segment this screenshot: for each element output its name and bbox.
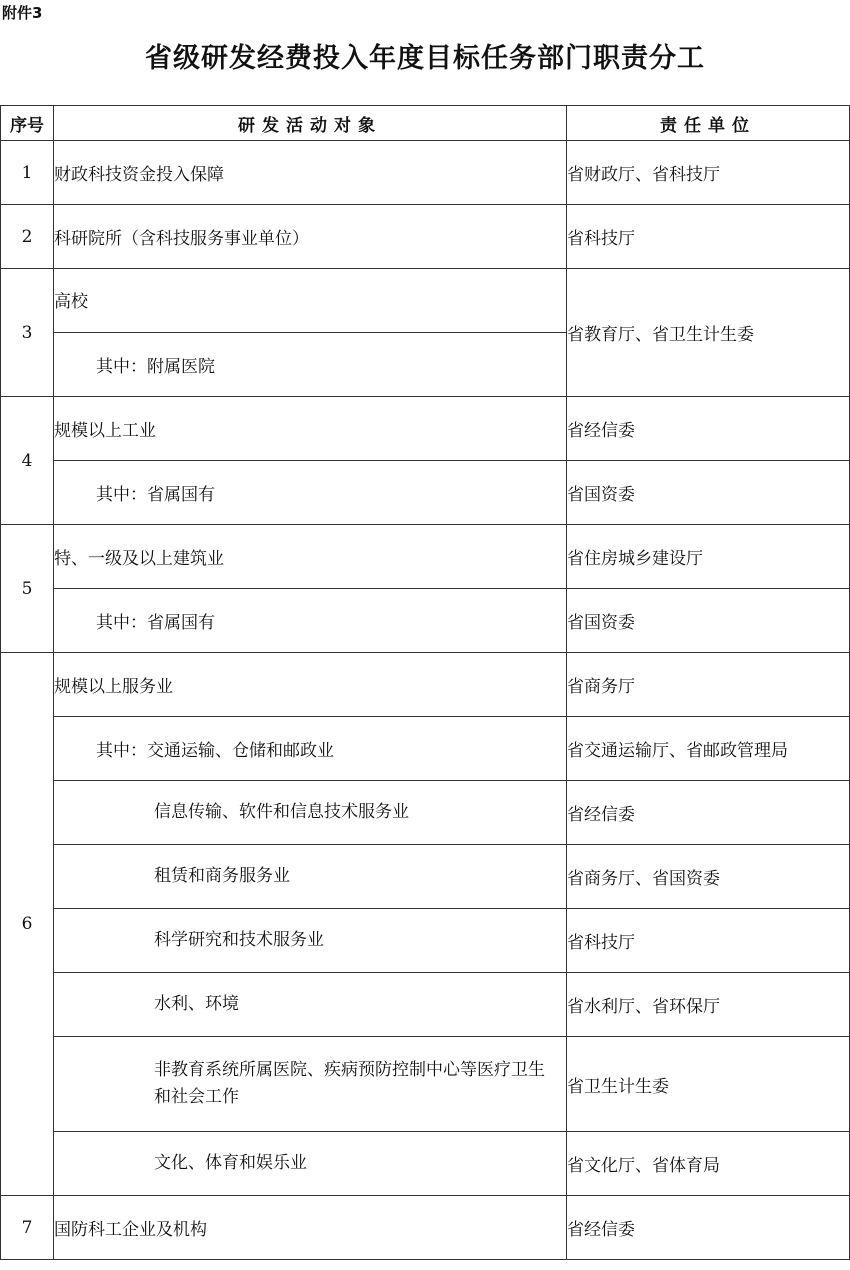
row-object: 财政科技资金投入保障 — [54, 141, 567, 205]
row-object: 水利、环境 — [54, 973, 567, 1037]
row-unit: 省经信委 — [567, 397, 850, 461]
row-unit: 省科技厅 — [567, 205, 850, 269]
row-unit: 省卫生计生委 — [567, 1037, 850, 1132]
row-unit: 省住房城乡建设厅 — [567, 525, 850, 589]
row-object: 高校 — [54, 269, 567, 333]
row-seq: 7 — [1, 1196, 54, 1260]
row-unit: 省经信委 — [567, 781, 850, 845]
row-object: 非教育系统所属医院、疾病预防控制中心等医疗卫生和社会工作 — [54, 1037, 567, 1132]
row-unit: 省水利厅、省环保厅 — [567, 973, 850, 1037]
row-unit: 省国资委 — [567, 589, 850, 653]
table-row — [1, 589, 850, 653]
row-object: 科研院所（含科技服务事业单位） — [54, 205, 567, 269]
row-object: 其中：附属医院 — [54, 333, 567, 397]
table-row — [1, 973, 850, 1037]
page-title: 省级研发经费投入年度目标任务部门职责分工 — [145, 43, 705, 74]
header-seq: 序号 — [1, 106, 54, 141]
table-row — [1, 653, 850, 717]
table-row — [1, 1132, 850, 1196]
row-object: 特、一级及以上建筑业 — [54, 525, 567, 589]
table-header-row — [1, 106, 850, 141]
row-object: 信息传输、软件和信息技术服务业 — [54, 781, 567, 845]
table-row — [1, 717, 850, 781]
row-seq: 4 — [1, 397, 54, 525]
row-object: 其中：省属国有 — [54, 589, 567, 653]
header-object: 研发活动对象 — [54, 106, 567, 141]
table-row — [1, 1037, 850, 1132]
row-seq: 1 — [1, 141, 54, 205]
row-unit: 省交通运输厅、省邮政管理局 — [567, 717, 850, 781]
row-unit: 省商务厅、省国资委 — [567, 845, 850, 909]
row-seq: 2 — [1, 205, 54, 269]
row-object: 国防科工企业及机构 — [54, 1196, 567, 1260]
row-unit: 省财政厅、省科技厅 — [567, 141, 850, 205]
table-row — [1, 397, 850, 461]
table-row — [1, 909, 850, 973]
table-row — [1, 269, 850, 333]
row-unit: 省国资委 — [567, 461, 850, 525]
row-unit: 省商务厅 — [567, 653, 850, 717]
table-row — [1, 461, 850, 525]
row-object: 其中：省属国有 — [54, 461, 567, 525]
attachment-label: 附件3 — [2, 4, 43, 22]
header-unit: 责任单位 — [567, 106, 850, 141]
table-row — [1, 525, 850, 589]
row-unit: 省文化厅、省体育局 — [567, 1132, 850, 1196]
row-seq: 3 — [1, 269, 54, 397]
table-row — [1, 845, 850, 909]
row-object: 其中：交通运输、仓储和邮政业 — [54, 717, 567, 781]
row-unit: 省经信委 — [567, 1196, 850, 1260]
table-row — [1, 205, 850, 269]
row-seq: 6 — [1, 653, 54, 1196]
table-row — [1, 141, 850, 205]
table-row — [1, 1196, 850, 1260]
row-unit: 省教育厅、省卫生计生委 — [567, 269, 850, 397]
row-object: 规模以上工业 — [54, 397, 567, 461]
table-row — [1, 781, 850, 845]
duty-table — [0, 105, 850, 1260]
row-object: 科学研究和技术服务业 — [54, 909, 567, 973]
row-unit: 省科技厅 — [567, 909, 850, 973]
row-seq: 5 — [1, 525, 54, 653]
row-object: 租赁和商务服务业 — [54, 845, 567, 909]
row-object: 文化、体育和娱乐业 — [54, 1132, 567, 1196]
row-object: 规模以上服务业 — [54, 653, 567, 717]
